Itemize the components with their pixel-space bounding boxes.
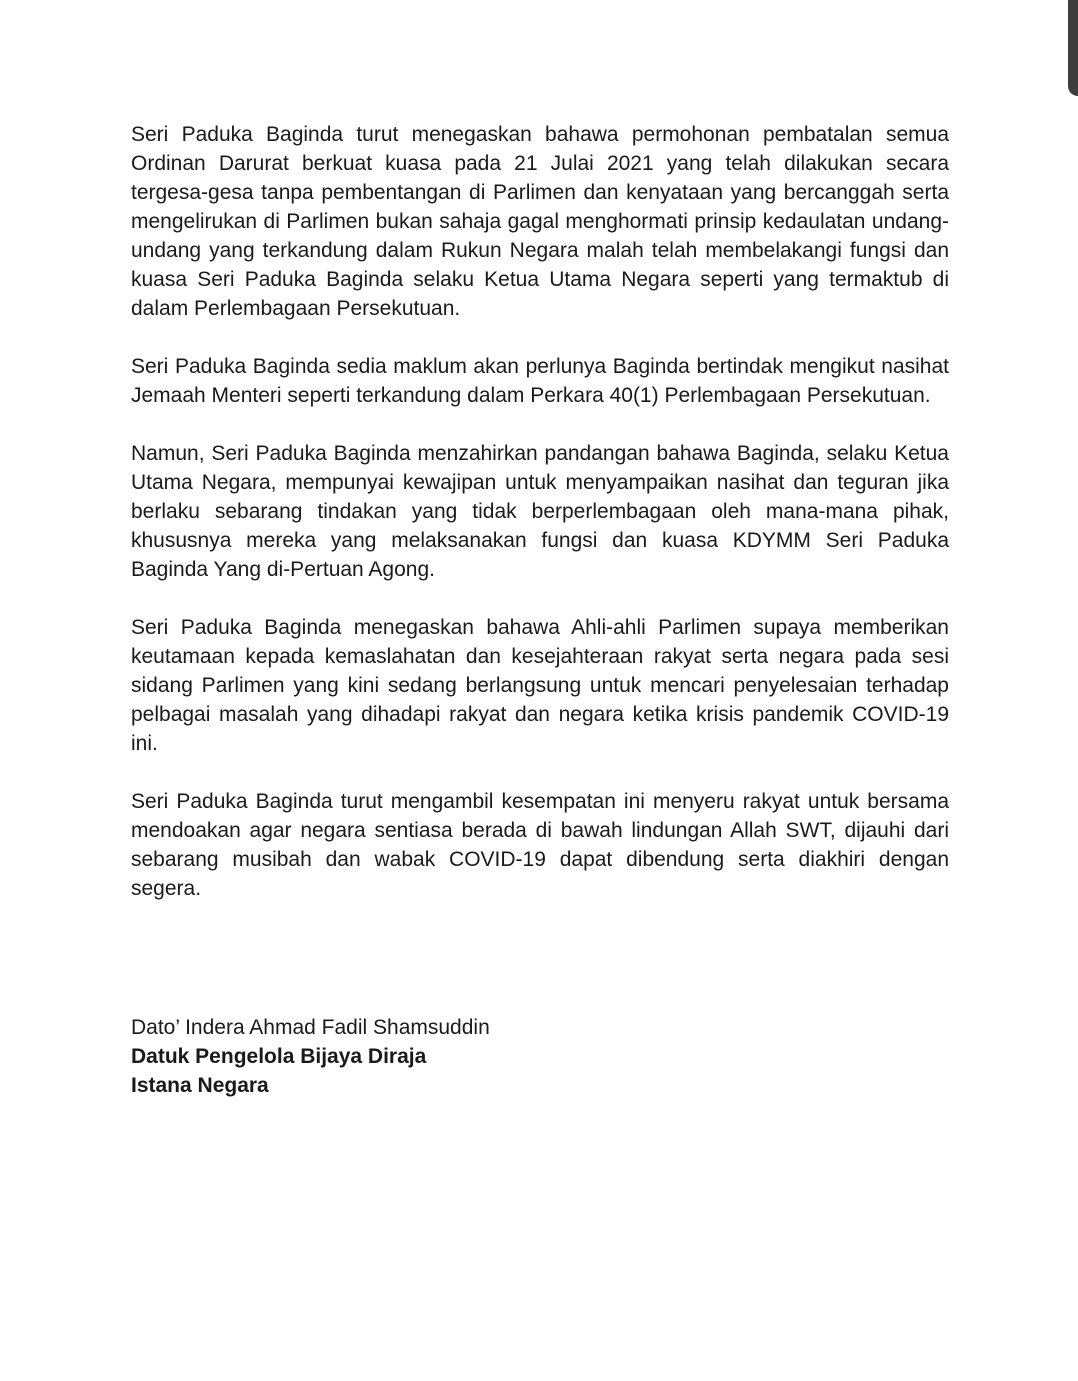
- signatory-office: Istana Negara: [131, 1074, 269, 1097]
- document-body: [131, 120, 949, 932]
- paragraph-5: Seri Paduka Baginda turut mengambil kesempatan ini menyeru rakyat untuk bersama mendoakan agar negara sentiasa berada di bawah lindungan Allah SWT, dijauhi dari sebarang musibah dan wabak COVID-19 dapat dibendung serta diakhiri dengan segera.: [131, 790, 949, 900]
- signatory-title: Datuk Pengelola Bijaya Diraja: [131, 1045, 427, 1068]
- paragraph-4: Seri Paduka Baginda menegaskan bahawa Ahli-ahli Parlimen supaya memberikan keutamaan kepada kemaslahatan dan kesejahteraan rakyat serta negara pada sesi sidang Parlimen yang kini sedang berlangsung untuk mencari penyelesaian terhadap pelbagai masalah yang dihadapi rakyat dan negara ketika krisis pandemik COVID-19 ini.: [131, 616, 949, 755]
- paragraph-2: Seri Paduka Baginda sedia maklum akan perlunya Baginda bertindak mengikut nasihat Jemaah Menteri seperti terkandung dalam Perkara 40(1) Perlembagaan Persekutuan.: [131, 355, 949, 407]
- signature-block: [131, 1013, 731, 1100]
- paragraph-1: Seri Paduka Baginda turut menegaskan bahawa permohonan pembatalan semua Ordinan Darurat berkuat kuasa pada 21 Julai 2021 yang telah dilakukan secara tergesa-gesa tanpa pembentangan di Parlimen dan kenyataan yang bercanggah serta mengelirukan di Parlimen bukan sahaja gagal menghormati prinsip kedaulatan undang-undang yang terkandung dalam Rukun Negara malah telah membelakangi fungsi dan kuasa Seri Paduka Baginda selaku Ketua Utama Negara seperti yang termaktub di dalam Perlembagaan Persekutuan.: [131, 123, 949, 320]
- signatory-name: Dato’ Indera Ahmad Fadil Shamsuddin: [131, 1016, 490, 1039]
- paragraph-3: Namun, Seri Paduka Baginda menzahirkan pandangan bahawa Baginda, selaku Ketua Utama Negara, mempunyai kewajipan untuk menyampaikan nasihat dan teguran jika berlaku sebarang tindakan yang tidak berperlembagaan oleh mana-mana pihak, khususnya mereka yang melaksanakan fungsi dan kuasa KDYMM Seri Paduka Baginda Yang di-Pertuan Agong.: [131, 442, 949, 581]
- scroll-edge-indicator: [1068, 0, 1078, 96]
